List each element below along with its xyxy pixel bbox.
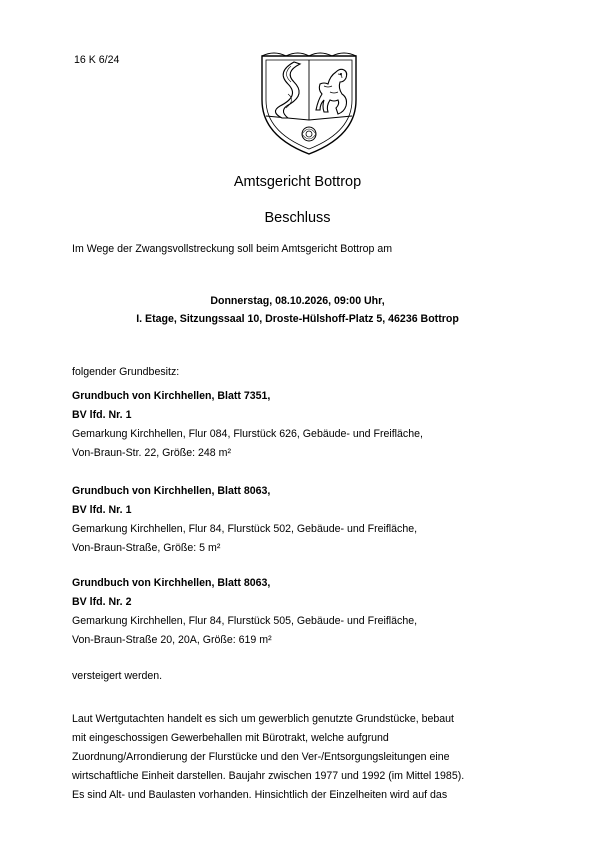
valuation-paragraph (72, 710, 522, 805)
court-name: Amtsgericht Bottrop (233, 174, 362, 190)
paragraph-line: Es sind Alt- und Baulasten vorhanden. Hinsichtlich der Einzelheiten wird auf das (72, 789, 448, 802)
paragraph-line: mit eingeschossigen Gewerbehallen mit Bürotrakt, welche aufgrund (72, 732, 389, 745)
paragraph-line: Laut Wertgutachten handelt es sich um gewerblich genutzte Grundstücke, bebaut (72, 713, 455, 725)
property-register: Grundbuch von Kirchhellen, Blatt 7351, (72, 390, 271, 402)
property-description: Gemarkung Kirchhellen, Flur 84, Flurstück 502, Gebäude- und Freifläche, (72, 523, 418, 535)
paragraph-line: Zuordnung/Arrondierung der Flurstücke und den Ver-/Entsorgungsleitungen eine (72, 751, 450, 764)
property-entry: BV lfd. Nr. 2 (72, 596, 132, 608)
nrw-coat-of-arms-icon (258, 50, 360, 158)
property-description: Gemarkung Kirchhellen, Flur 84, Flurstück 505, Gebäude- und Freifläche, (72, 615, 418, 627)
appointment-place: I. Etage, Sitzungssaal 10, Droste-Hülshoff-Platz 5, 46236 Bottrop (136, 313, 459, 325)
property-entry: BV lfd. Nr. 1 (72, 504, 132, 516)
appointment-date: Donnerstag, 08.10.2026, 09:00 Uhr, (210, 295, 385, 307)
property-register: Grundbuch von Kirchhellen, Blatt 8063, (72, 485, 271, 497)
document-title: Beschluss (264, 210, 331, 226)
property-intro: folgender Grundbesitz: (72, 366, 180, 378)
property-description: Gemarkung Kirchhellen, Flur 084, Flurstück 626, Gebäude- und Freifläche, (72, 428, 423, 440)
closing-text: versteigert werden. (72, 670, 163, 682)
property-address: Von-Braun-Str. 22, Größe: 248 m² (72, 447, 231, 459)
case-number: 16 K 6/24 (74, 54, 120, 66)
intro-text: Im Wege der Zwangsvollstreckung soll beim Amtsgericht Bottrop am (72, 243, 393, 255)
property-register: Grundbuch von Kirchhellen, Blatt 8063, (72, 577, 271, 589)
property-entry: BV lfd. Nr. 1 (72, 409, 132, 421)
property-address: Von-Braun-Straße, Größe: 5 m² (72, 542, 221, 554)
paragraph-line: wirtschaftliche Einheit darstellen. Baujahr zwischen 1977 und 1992 (im Mittel 1985). (72, 770, 465, 783)
property-address: Von-Braun-Straße 20, 20A, Größe: 619 m² (72, 634, 272, 646)
